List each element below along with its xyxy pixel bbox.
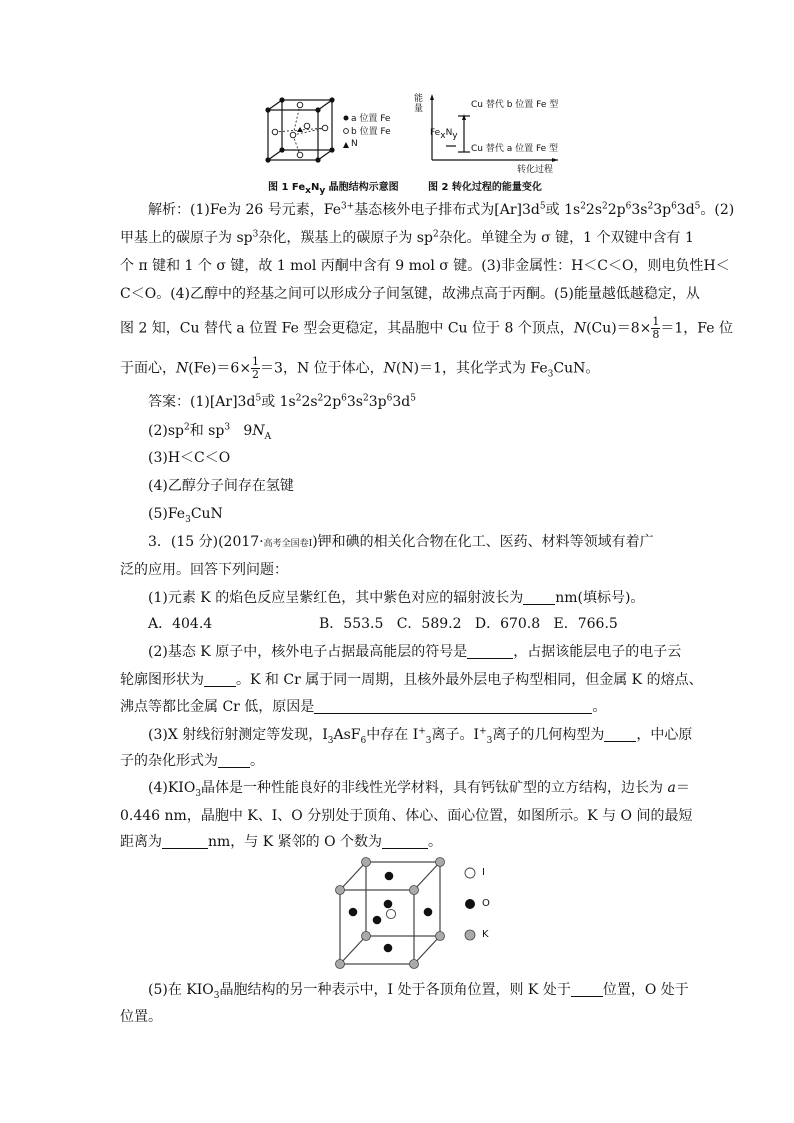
analysis-line-5: 图 2 知，Cu 替代 a 位置 Fe 型会更稳定，其晶胞中 Cu 位于 8 个顶点，N(Cu)＝8× $\frac{1}{8}$ ＝1，Fe 位 bbox=[120, 315, 733, 341]
answer-blank[interactable] bbox=[604, 727, 636, 742]
analysis-line-4: C＜O。(4)乙醇中的羟基之间可以形成分子间氢键，故沸点高于丙酮。(5)能量越低越稳定，从 bbox=[120, 286, 700, 302]
figure2-caption: 图 2 转化过程的能量变化 bbox=[428, 182, 542, 193]
legend-n-label: N bbox=[351, 139, 358, 149]
energy-xaxis-label: 转化过程 bbox=[517, 165, 554, 175]
question3-line-1: 3．(15 分)(2017·高考全国卷Ⅰ)钾和碘的相关化合物在化工、医药、材料等领域有着广 bbox=[148, 534, 654, 550]
q3-part5-line-1: (5)在 $KIO_3$晶胞结构的另一种表示中，I 处于各顶角位置，则 K 处于 位置，O 处于 bbox=[148, 982, 689, 1001]
q3-part2-line-1: (2)基态 K 原子中，核外电子占据最高能层的符号是 ，占据该能层电子的电子云 bbox=[148, 644, 682, 660]
analysis-line-1: 解析：(1)Fe为 26 号元素，$Fe^{3+}$基态核外电子排布式为$[Ar]3d^5$或 $1s^22s^22p^63s^23p^63d^5$。(2) bbox=[148, 201, 735, 218]
energy-fexny-label: $Fe_xN_y$ bbox=[430, 128, 458, 141]
analysis-line-6: 于面心，N(Fe)＝6× $\frac{1}{2}$ ＝3，N 位于体心，N(N)＝1，其化学式为 $Fe_3CuN$。 bbox=[120, 355, 600, 381]
answer-blank[interactable] bbox=[571, 982, 603, 997]
figure1-fexny-cell bbox=[262, 96, 342, 168]
figure1-caption: 图 1 $Fe_xN_y$ 晶胞结构示意图 bbox=[268, 182, 399, 196]
q3-part5-line-2: 位置。 bbox=[120, 1009, 162, 1025]
q3-part4-line-3: 距离为 nm，与 K 紧邻的 O 个数为 。 bbox=[120, 834, 443, 850]
q3-part1-line: (1)元素 K 的焰色反应呈紫红色，其中紫色对应的辐射波长为 nm(填标号)。 bbox=[148, 590, 645, 606]
legend-o-icon bbox=[464, 898, 476, 910]
legend-n-icon bbox=[343, 142, 349, 148]
q3-part3-line-1: (3)X 射线衍射测定等发现，$I_3AsF_6$中存在 $I^+_3$离子。$I^+_3$离子的几何构型为 ，中心原 bbox=[148, 726, 693, 746]
legend-k-label: K bbox=[482, 929, 489, 940]
question3-line-2: 泛的应用。回答下列问题： bbox=[120, 562, 288, 578]
q3-part1-options: A．404.4 B．553.5 C．589.2 D．670.8 E．766.5 bbox=[148, 616, 618, 632]
answer-blank[interactable] bbox=[204, 672, 236, 687]
answer-blank[interactable] bbox=[314, 699, 592, 714]
q3-part4-line-2: 0.446 nm，晶胞中 K、I、O 分别处于顶角、体心、面心位置，如图所示。K 与 O 间的最短 bbox=[120, 808, 693, 824]
answer-line-3: (3)H＜C＜O bbox=[148, 450, 231, 466]
legend-b-icon bbox=[343, 128, 349, 134]
answer-line-4: (4)乙醇分子间存在氢键 bbox=[148, 478, 294, 494]
answer-blank[interactable] bbox=[382, 834, 428, 849]
answer-blank[interactable] bbox=[218, 753, 250, 768]
legend-i-icon bbox=[464, 867, 476, 879]
answer-line-5: $(5)Fe_3CuN$ bbox=[148, 506, 223, 525]
q3-part2-line-3: 沸点等都比金属 Cr 低，原因是 。 bbox=[120, 699, 607, 715]
legend-a-label: a 位置 Fe bbox=[351, 114, 391, 124]
answer-line-2: $(2)sp^2$和 $sp^3$ $9N_A$ bbox=[148, 422, 272, 442]
q3-part2-line-2: 轮廓图形状为 。K 和 Cr 属于同一周期，且核外最外层电子构型相同，但金属 K 的熔点、 bbox=[120, 672, 703, 688]
energy-bottom-label: Cu 替代 a 位置 Fe 型 bbox=[471, 144, 559, 154]
legend-b-label: b 位置 Fe bbox=[351, 127, 391, 137]
answer-blank[interactable] bbox=[523, 590, 555, 605]
answer-line-1: 答案：$(1)[Ar]3d^5$或 $1s^22s^22p^63s^23p^63d^5$ bbox=[148, 393, 416, 410]
analysis-line-2: 甲基上的碳原子为 $sp^3$杂化，羰基上的碳原子为 $sp^2$杂化。单键全为 σ 键，1 个双键中含有 1 bbox=[120, 229, 694, 246]
analysis-line-3: 个 π 键和 1 个 σ 键，故 1 mol 丙酮中含有 9 mol σ 键。(3)非金属性：H＜C＜O，则电负性H＜ bbox=[120, 258, 730, 274]
legend-i-label: I bbox=[482, 867, 485, 878]
energy-top-label: Cu 替代 b 位置 Fe 型 bbox=[471, 100, 559, 110]
kio3-cell-figure bbox=[328, 852, 454, 972]
legend-k-icon bbox=[464, 929, 476, 941]
fraction-1-2: $\frac{1}{2}$ bbox=[252, 355, 260, 381]
answer-blank[interactable] bbox=[162, 834, 208, 849]
energy-axis-label: 能量 bbox=[414, 94, 424, 114]
q3-part3-line-2: 子的杂化形式为 。 bbox=[120, 753, 264, 769]
legend-o-label: O bbox=[482, 898, 490, 909]
fraction-1-8: $\frac{1}{8}$ bbox=[652, 315, 660, 341]
legend-a-icon bbox=[343, 115, 349, 121]
answer-blank[interactable] bbox=[467, 644, 513, 659]
q3-part4-line-1: $(4)KIO_3$晶体是一种性能良好的非线性光学材料，具有钙钛矿型的立方结构，边长为 a＝ bbox=[148, 780, 690, 799]
